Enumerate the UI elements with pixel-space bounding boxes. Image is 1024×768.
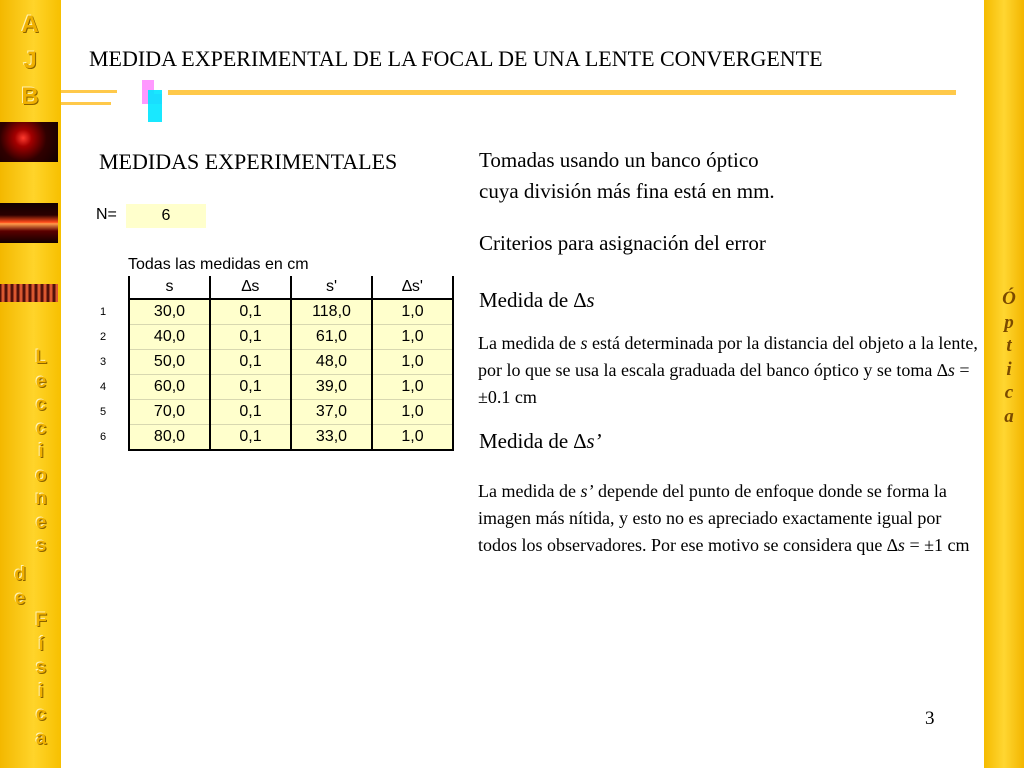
column-header: s'	[291, 276, 372, 299]
measure-sp-heading-symbol: ∆s’	[573, 429, 602, 453]
cell-ds: 0,1	[210, 400, 291, 425]
header-divider	[168, 90, 956, 95]
table-row	[96, 400, 453, 425]
measure-s-paragraph	[478, 330, 978, 411]
cell-dsp: 1,0	[372, 350, 453, 375]
sidebar-letter: e	[35, 511, 47, 533]
table-row	[96, 375, 453, 400]
cell-sp: 118,0	[291, 299, 372, 325]
measure-sp-var: s’	[580, 481, 594, 501]
left-sidebar	[0, 0, 61, 768]
sidebar-letter: e	[14, 587, 26, 609]
overlapping-L-logo-icon	[134, 76, 174, 126]
table-header-row	[96, 276, 453, 299]
cell-s: 50,0	[129, 350, 210, 375]
row-index: 4	[96, 375, 129, 400]
measure-s-heading	[479, 285, 595, 316]
measurements-table	[96, 276, 454, 451]
cell-sp: 33,0	[291, 425, 372, 451]
criteria-heading: Criterios para asignación del error	[479, 231, 766, 255]
sidebar-word-de	[8, 563, 32, 610]
measure-s-var: s	[580, 333, 588, 353]
header-divider	[61, 102, 111, 105]
row-index: 3	[96, 350, 129, 375]
cell-sp: 48,0	[291, 350, 372, 375]
measure-s-text-2: está determinada por la distancia del objeto a la lente, por lo que se usa la escala graduada del banco óptico y se toma	[478, 333, 978, 380]
page-title: MEDIDA EXPERIMENTAL DE LA FOCAL DE UNA LENTE CONVERGENTE	[89, 46, 823, 71]
sidebar-letter: p	[1004, 311, 1014, 333]
measure-sp-text-3: = ±1 cm	[904, 535, 970, 555]
table-row	[96, 425, 453, 451]
measurements-heading: MEDIDAS EXPERIMENTALES	[99, 149, 398, 174]
measure-sp-paragraph	[478, 478, 978, 559]
measure-s-delta: ∆s	[936, 360, 955, 380]
measure-s-text-1: La medida de	[478, 333, 581, 353]
optics-photo-thumbnail	[0, 203, 58, 243]
sidebar-letter: F	[35, 610, 47, 631]
sidebar-letter: o	[35, 464, 47, 486]
sidebar-letter: c	[35, 394, 47, 415]
measure-sp-heading-prefix: Medida de	[479, 429, 574, 453]
sidebar-letter: a	[1004, 405, 1014, 427]
cell-sp: 39,0	[291, 375, 372, 400]
measure-sp-heading	[479, 426, 602, 457]
sidebar-word-lecciones	[28, 346, 54, 558]
cell-dsp: 1,0	[372, 299, 453, 325]
cell-ds: 0,1	[210, 299, 291, 325]
cell-ds: 0,1	[210, 375, 291, 400]
brand-letter: J	[23, 47, 37, 74]
n-label: N=	[96, 206, 117, 223]
sidebar-letter: d	[14, 564, 26, 585]
sidebar-letter: a	[35, 727, 47, 749]
row-index: 2	[96, 325, 129, 350]
page-number: 3	[925, 708, 935, 729]
cell-s: 40,0	[129, 325, 210, 350]
column-header: ∆s'	[372, 276, 453, 299]
brand-initials	[10, 12, 50, 110]
header-divider	[61, 90, 117, 93]
measure-s-heading-symbol: ∆s	[573, 288, 595, 312]
sidebar-letter: c	[1004, 382, 1014, 403]
cell-ds: 0,1	[210, 425, 291, 451]
sidebar-letter: s	[35, 535, 47, 556]
sidebar-letter: c	[35, 417, 47, 439]
table-caption: Todas las medidas en cm	[128, 256, 309, 273]
column-header: ∆s	[210, 276, 291, 299]
measure-sp-text-1: La medida de	[478, 481, 581, 501]
cell-sp: 61,0	[291, 325, 372, 350]
sidebar-word-fisica	[28, 609, 54, 750]
measure-s-heading-prefix: Medida de	[479, 288, 574, 312]
optics-photo-thumbnail	[0, 122, 58, 162]
sidebar-letter: L	[35, 347, 47, 368]
cell-s: 70,0	[129, 400, 210, 425]
cell-ds: 0,1	[210, 325, 291, 350]
sidebar-letter: t	[1006, 335, 1012, 356]
table-row	[96, 325, 453, 350]
sidebar-letter: e	[35, 370, 47, 392]
n-value: 6	[126, 204, 206, 228]
column-header: s	[129, 276, 210, 299]
cell-sp: 37,0	[291, 400, 372, 425]
cell-s: 80,0	[129, 425, 210, 451]
brand-letter: A	[21, 11, 39, 38]
sidebar-letter: í	[38, 633, 44, 655]
cell-s: 60,0	[129, 375, 210, 400]
row-index: 1	[96, 299, 129, 325]
measure-sp-delta: ∆s	[886, 535, 905, 555]
optics-photo-thumbnail	[0, 284, 58, 302]
sidebar-word-optica	[994, 287, 1024, 428]
measure-s-text-3: = ±0.1 cm	[478, 360, 970, 407]
cell-dsp: 1,0	[372, 325, 453, 350]
cell-ds: 0,1	[210, 350, 291, 375]
intro-line-1: Tomadas usando un banco óptico	[479, 148, 759, 172]
cell-dsp: 1,0	[372, 400, 453, 425]
cell-dsp: 1,0	[372, 375, 453, 400]
sidebar-letter: s	[35, 657, 47, 678]
sidebar-letter: i	[1006, 358, 1012, 380]
row-index: 6	[96, 425, 129, 451]
sidebar-letter: c	[35, 704, 47, 725]
table-row	[96, 299, 453, 325]
table-row	[96, 350, 453, 375]
sidebar-letter: Ó	[1002, 288, 1016, 309]
cell-dsp: 1,0	[372, 425, 453, 451]
measure-sp-text-2: depende del punto de enfoque donde se forma la imagen más nítida, y esto no es apreciado exactamente igual por todos los observadores. Por ese motivo se considera que	[478, 481, 947, 555]
intro-line-2: cuya división más fina está en mm.	[479, 179, 775, 203]
sidebar-letter: i	[38, 680, 44, 702]
cell-s: 30,0	[129, 299, 210, 325]
sidebar-letter: i	[38, 441, 44, 462]
brand-letter: B	[21, 83, 39, 110]
row-index: 5	[96, 400, 129, 425]
sidebar-letter: n	[35, 488, 47, 509]
